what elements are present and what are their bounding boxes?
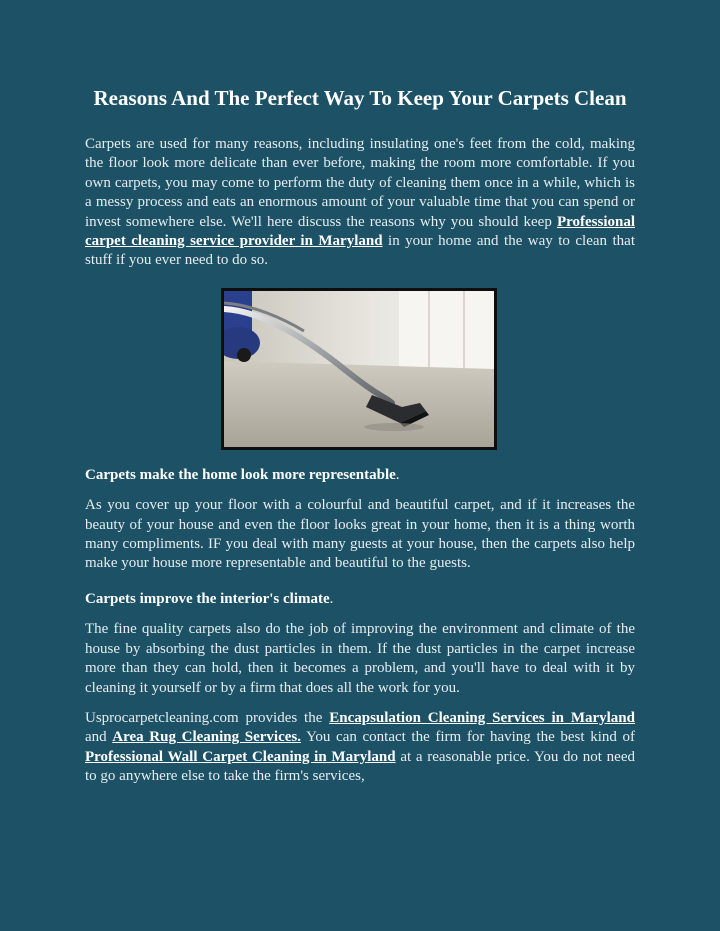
closing-paragraph xyxy=(85,709,635,787)
closing-text-3: You can contact the firm for having the best kind of xyxy=(301,729,635,746)
section2-heading-period: . xyxy=(329,590,334,607)
page-title: Reasons And The Perfect Way To Keep Your Carpets Clean xyxy=(93,86,627,110)
closing-text-2: and xyxy=(85,729,113,746)
link-professional-carpet-cleaning[interactable]: Professional carpet cleaning service provider in Maryland xyxy=(85,213,635,250)
section-body-climate: The fine quality carpets also do the job of improving the environment and climate of the house by absorbing the dust particles in them. If the dust particles in the carpet increase more than they can hold, then it becomes a problem, and you'll have to deal with it by cleaning it yourself or by a firm that does all the work for you. xyxy=(85,621,635,696)
closing-text-1: Usprocarpetcleaning.com provides the xyxy=(85,709,330,726)
section-heading-representable xyxy=(85,466,635,485)
section2-heading-text: Carpets improve the interior's climate xyxy=(85,590,330,607)
intro-paragraph xyxy=(85,135,635,271)
closing-text-4: at a reasonable price. You do not need to go anywhere else to take the firm's services, xyxy=(85,748,635,785)
link-encapsulation-cleaning[interactable]: Encapsulation Cleaning Services in Maryland xyxy=(329,709,635,726)
link-wall-carpet-cleaning[interactable]: Professional Wall Carpet Cleaning in Maryland xyxy=(85,748,396,765)
section1-heading-period: . xyxy=(395,466,400,483)
intro-text-before: Carpets are used for many reasons, including insulating one's feet from the cold, making the floor look more delicate than ever before, making the room more comfortable. If you own carpets, you may come to perform the duty of cleaning them once in a while, which is a messy process and eats an enormous amount of your valuable time that you can spend or invest somewhere else. We'll here discuss the reasons why you should keep xyxy=(85,136,635,230)
link-area-rug-cleaning[interactable]: Area Rug Cleaning Services. xyxy=(112,729,301,746)
document-content xyxy=(85,84,635,787)
section1-heading-text: Carpets make the home look more representable xyxy=(85,466,396,483)
vacuum-cleaning-carpet-photo xyxy=(221,288,497,450)
section-heading-climate xyxy=(85,590,635,609)
section-body-representable: As you cover up your floor with a colourful and beautiful carpet, and if it increases the beauty of your house and even the floor looks great in your home, then it is a thing worth many compliments. IF you deal with many guests at your house, then the carpets also help make your house more representable and beautiful to the guests. xyxy=(85,497,635,572)
intro-text-after: in your home and the way to clean that stuff if you ever need to do so. xyxy=(85,233,635,269)
